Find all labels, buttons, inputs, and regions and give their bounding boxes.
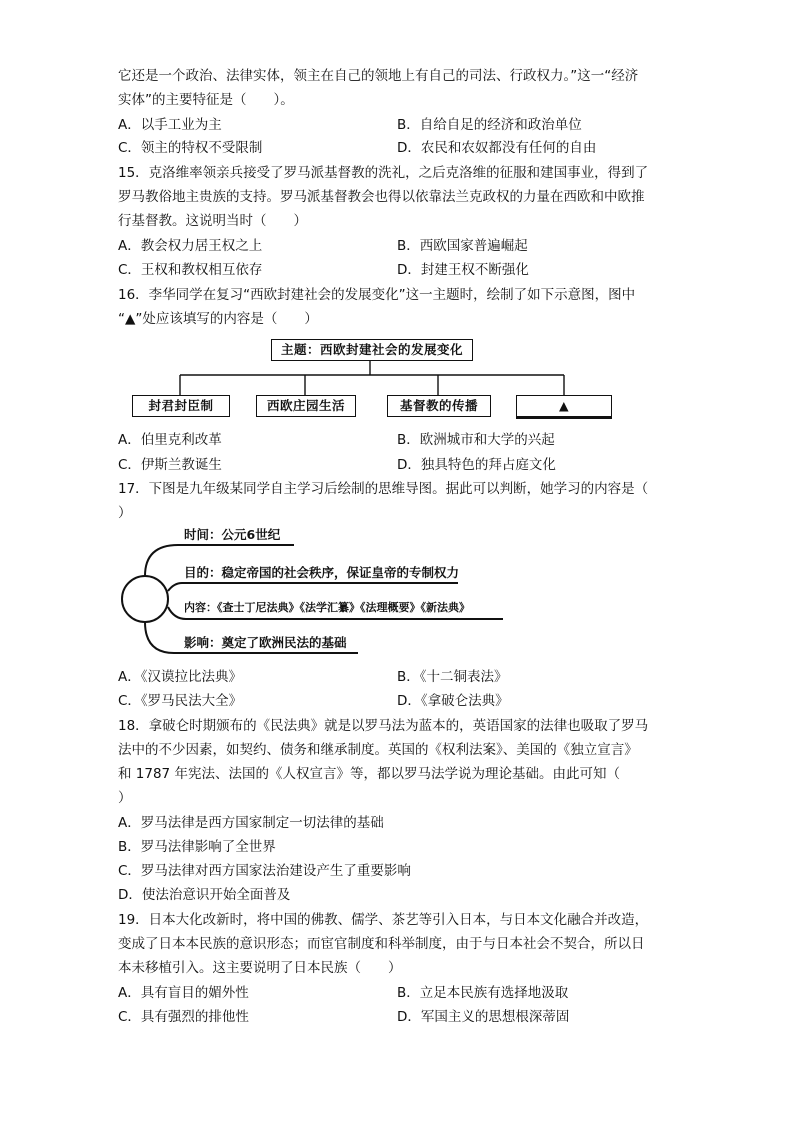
q16-diagram-box-manor: 西欧庄园生活 [256,395,356,417]
q19-stem-line: 本未移植引入。这主要说明了日本民族（ ） [118,960,402,976]
q14-option-a[interactable]: A．以手工业为主 [118,117,222,133]
q15-option-c[interactable]: C．王权和教权相互依存 [118,262,263,278]
q18-option-a[interactable]: A．罗马法律是西方国家制定一切法律的基础 [118,815,384,831]
q15-stem-line: 罗马教俗地主贵族的支持。罗马派基督教会也得以依靠法兰克政权的力量在西欧和中欧推 [118,189,645,205]
q18-stem-line: 法中的不少因素，如契约、债务和继承制度。英国的《权利法案》、美国的《独立宣言》 [118,742,638,758]
q18-option-b[interactable]: B．罗马法律影响了全世界 [118,839,276,855]
q14-stem-line: 实体”的主要特征是（ ）。 [118,92,294,108]
q14-option-b[interactable]: B．自给自足的经济和政治单位 [397,117,582,133]
q15-option-b[interactable]: B．西欧国家普遍崛起 [397,238,528,254]
q16-option-a[interactable]: A．伯里克利改革 [118,432,222,448]
q16-stem-line: 16．李华同学在复习“西欧封建社会的发展变化”这一主题时，绘制了如下示意图，图中 [118,287,636,303]
q17-mindmap-content: 内容：《查士丁尼法典》《法学汇纂》《法理概要》《新法典》 [184,601,470,614]
q16-diagram-box-blank: ▲ [516,395,612,419]
q15-option-d[interactable]: D．封建王权不断强化 [397,262,529,278]
q19-stem-line: 19．日本大化改新时，将中国的佛教、儒学、茶艺等引入日本，与日本文化融合并改造， [118,912,649,928]
q16-diagram-box-christianity: 基督教的传播 [387,395,491,417]
q17-mindmap-impact: 影响：奠定了欧洲民法的基础 [184,635,347,650]
q19-option-b[interactable]: B．立足本民族有选择地汲取 [397,985,569,1001]
q17-option-b[interactable]: B．《十二铜表法》 [397,669,508,685]
q18-option-d[interactable]: D．使法治意识开始全面普及 [118,887,291,903]
q17-option-a[interactable]: A．《汉谟拉比法典》 [118,669,242,685]
q18-stem-line: 18．拿破仑时期颁布的《民法典》就是以罗马法为蓝本的，英语国家的法律也吸取了罗马 [118,718,649,734]
q15-stem-line: 行基督教。这说明当时（ ） [118,213,307,229]
q17-mindmap-time: 时间：公元6世纪 [184,527,281,542]
q16-option-c[interactable]: C．伊斯兰教诞生 [118,457,222,473]
q18-option-c[interactable]: C．罗马法律对西方国家法治建设产生了重要影响 [118,863,411,879]
q16-diagram-box-fief: 封君封臣制 [132,395,230,417]
q18-stem-line: ） [118,790,132,806]
q17-mindmap-purpose: 目的：稳定帝国的社会秩序，保证皇帝的专制权力 [184,565,460,580]
q17-mindmap [118,525,508,660]
q14-option-c[interactable]: C．领主的特权不受限制 [118,140,263,156]
q19-option-c[interactable]: C．具有强烈的排他性 [118,1009,249,1025]
q15-stem-line: 15．克洛维率领亲兵接受了罗马派基督教的洗礼，之后克洛维的征服和建国事业，得到了 [118,165,649,181]
q17-option-c[interactable]: C．《罗马民法大全》 [118,693,243,709]
q19-option-d[interactable]: D．军国主义的思想根深蒂固 [397,1009,570,1025]
q19-option-a[interactable]: A．具有盲目的媚外性 [118,985,249,1001]
q17-option-d[interactable]: D．《拿破仑法典》 [397,693,509,709]
q17-stem-line: ） [118,505,132,521]
q16-stem-line: “▲”处应该填写的内容是（ ） [118,311,318,327]
q14-stem-line: 它还是一个政治、法律实体，领主在自己的领地上有自己的司法、行政权力。”这一“经济 [118,68,639,84]
q16-option-d[interactable]: D．独具特色的拜占庭文化 [397,457,556,473]
q16-diagram [124,337,594,423]
q14-option-d[interactable]: D．农民和农奴都没有任何的自由 [397,140,597,156]
q19-stem-line: 变成了日本本民族的意识形态；而宦官制度和科举制度，由于与日本社会不契合，所以日 [118,936,645,952]
q17-stem-line: 17．下图是九年级某同学自主学习后绘制的思维导图。据此可以判断，她学习的内容是（ [118,481,649,497]
q16-option-b[interactable]: B．欧洲城市和大学的兴起 [397,432,555,448]
q16-diagram-title: 主题：西欧封建社会的发展变化 [271,339,473,361]
q18-stem-line: 和 1787 年宪法、法国的《人权宣言》等，都以罗马法学说为理论基础。由此可知（ [118,766,620,782]
q15-option-a[interactable]: A．教会权力居王权之上 [118,238,263,254]
